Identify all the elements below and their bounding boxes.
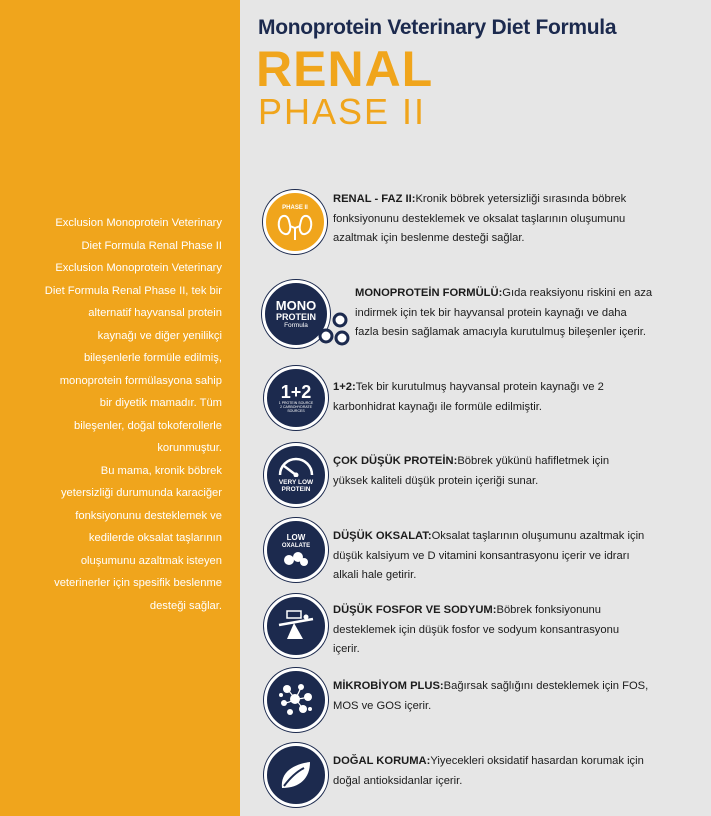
feature-text: MONOPROTEİN FORMÜLÜ:Gıda reaksiyonu riskini en aza indirmek için tek bir hayvansal protein kaynağı ve daha fazla besin sağlamak amacıyla kurutulmuş bileşenler içerir. [355,287,653,338]
bubbles-icon [318,312,350,346]
description-line: fonksiyonunu desteklemek ve [75,509,222,522]
feature-text: DOĞAL KORUMA:Yiyecekleri oksidatif hasardan korumak için doğal antioksidanlar içerir. [333,755,644,787]
description-line: kaynağı ve diğer yenilikçi [97,329,222,342]
feature-text: 1+2:Tek bir kurutulmuş hayvansal protein kaynağı ve 2 karbonhidrat kaynağı ile formüle edilmiştir. [333,381,604,413]
kidney-phase-icon: PHASE II [263,190,327,254]
page-phase: PHASE II [258,91,427,132]
feature-text: RENAL - FAZ II:Kronik böbrek yetersizliği sırasında böbrek fonksiyonunu desteklemek ve oksalat taşlarının oluşumunu azaltmak için beslenme desteği sağlar. [333,193,627,244]
description-line: veterinerler için spesifik beslenme [54,577,222,589]
feature-text: DÜŞÜK OKSALAT:Oksalat taşlarının oluşumunu azaltmak için düşük kalsiyum ve D vitamini konsantrasyonu içerir ve idrarı alkali hale getirir. [333,530,645,581]
feature-text: ÇOK DÜŞÜK PROTEİN:Böbrek yükünü hafifletmek için yüksek kaliteli düşük protein içeriği sunar. [333,455,610,487]
low-oxalate-icon: LOW OXALATE [264,518,328,582]
description-line: bileşenler, doğal tokoferollerle [73,419,222,432]
leaf-icon [264,743,328,807]
description-line: Exclusion Monoprotein Veterinary [55,217,222,229]
description-line: bileşenlerle formüle edilmiş, [83,352,222,364]
description-line: oluşumunu azaltmak isteyen [80,554,222,567]
description-line: Exclusion Monoprotein Veterinary [55,262,222,274]
page-subtitle: Monoprotein Veterinary Diet Formula [258,16,617,39]
very-low-protein-gauge-icon: VERY LOW PROTEIN [264,443,328,507]
description-line: korunmuştur. [157,442,222,454]
description-line: bir diyetik mamadır. Tüm [99,397,222,409]
description-line: Diet Formula Renal Phase II [81,239,222,252]
monoprotein-icon: MONO PROTEIN Formula [262,280,330,348]
feature-text: DÜŞÜK FOSFOR VE SODYUM:Böbrek fonksiyonunu desteklemek için düşük fosfor ve sodyum konsantrasyonu içerir. [333,604,620,655]
description-line: desteği sağlar. [149,599,222,612]
one-plus-two-icon: 1+2 1 PROTEIN SOURCE 2 CARBOHYDRATE SOURCES [264,366,328,430]
left-panel [0,0,240,816]
description-line: Diet Formula Renal Phase II, tek bir [44,284,222,297]
balance-scale-icon [264,594,328,658]
microbiome-icon [264,668,328,732]
description-line: yetersizliği durumunda karaciğer [60,487,222,499]
feature-text: MİKROBİYOM PLUS:Bağırsak sağlığını desteklemek için FOS, MOS ve GOS içerir. [333,680,649,712]
page-title: RENAL [256,41,434,97]
description-line: Bu mama, kronik böbrek [100,464,222,477]
description-line: alternatif hayvansal protein [88,307,222,319]
description-line: monoprotein formülasyona sahip [59,374,222,387]
description-line: kedilerde oksalat taşlarının [88,532,222,544]
description-text [30,212,222,617]
